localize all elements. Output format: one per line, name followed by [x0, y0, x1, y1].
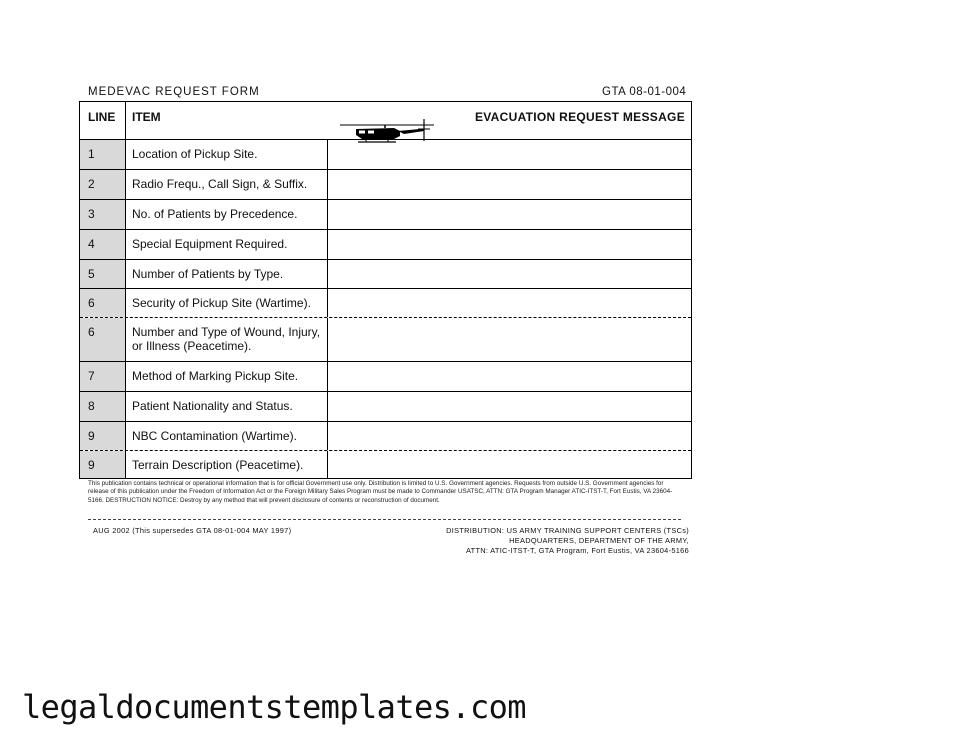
line-number: 7	[80, 362, 126, 391]
table-row	[80, 421, 691, 450]
table-row	[80, 169, 691, 199]
line-number: 1	[80, 140, 126, 169]
item-label: Location of Pickup Site.	[126, 140, 328, 169]
item-label: Number and Type of Wound, Injury, or Illness (Peacetime).	[126, 318, 328, 361]
table-row	[80, 391, 691, 421]
line-number: 4	[80, 230, 126, 259]
item-label: Radio Frequ., Call Sign, & Suffix.	[126, 170, 328, 199]
form-number: GTA 08-01-004	[602, 86, 687, 98]
message-field[interactable]	[328, 170, 691, 199]
item-label: Method of Marking Pickup Site.	[126, 362, 328, 391]
line-number: 9	[80, 422, 126, 450]
table-row	[80, 259, 691, 288]
line-number: 6	[80, 318, 126, 361]
cut-line-divider	[88, 519, 681, 520]
distribution-line: HEADQUARTERS, DEPARTMENT OF THE ARMY,	[509, 536, 689, 545]
message-field[interactable]	[328, 200, 691, 229]
line-number: 9	[80, 451, 126, 478]
medevac-table	[79, 101, 692, 479]
helicopter-icon	[338, 115, 438, 147]
table-row	[80, 229, 691, 259]
item-label: Terrain Description (Peacetime).	[126, 451, 328, 478]
form-title: MEDEVAC REQUEST FORM	[88, 86, 260, 98]
table-row	[80, 317, 691, 361]
distribution-line: ATTN: ATIC-ITST-T, GTA Program, Fort Eustis, VA 23604-5166	[465, 546, 689, 555]
item-label: Number of Patients by Type.	[126, 260, 328, 288]
message-field[interactable]	[328, 392, 691, 421]
message-field[interactable]	[328, 451, 691, 478]
item-label: NBC Contamination (Wartime).	[126, 422, 328, 450]
line-number: 8	[80, 392, 126, 421]
message-field[interactable]	[328, 260, 691, 288]
item-label: Patient Nationality and Status.	[126, 392, 328, 421]
publication-date: AUG 2002 (This supersedes GTA 08-01-004 MAY 1997)	[93, 526, 292, 535]
message-field[interactable]	[328, 362, 691, 391]
line-number: 3	[80, 200, 126, 229]
item-label: Special Equipment Required.	[126, 230, 328, 259]
table-row	[80, 450, 691, 478]
line-number: 6	[80, 289, 126, 317]
column-header-item: ITEM	[132, 110, 161, 124]
line-number: 2	[80, 170, 126, 199]
message-field[interactable]	[328, 289, 691, 317]
message-field[interactable]	[328, 230, 691, 259]
column-header-line: LINE	[80, 102, 126, 139]
column-header-message: EVACUATION REQUEST MESSAGE	[474, 110, 685, 124]
distribution-notice: This publication contains technical or operational information that is for official Government use only. Distribution is limited to U.S. Government agencies. Requests from outside U.S. Government agencies for release of this publication under the Freedom of Information Act or the Foreign Military Sales Program must be made to Commander USATSC, ATTN: GTA Program Manager ATIC-ITST-T, Fort Eustis, VA 23604-5166. DESTRUCTION NOTICE: Destroy by any method that will prevent disclosure of contents or reconstruction of document.	[88, 480, 673, 504]
item-label: Security of Pickup Site (Wartime).	[126, 289, 328, 317]
distribution-block	[400, 526, 689, 556]
message-field[interactable]	[328, 422, 691, 450]
line-number: 5	[80, 260, 126, 288]
site-watermark: legaldocumentstemplates.com	[22, 688, 526, 726]
distribution-line: DISTRIBUTION: US ARMY TRAINING SUPPORT CENTERS (TSCs)	[446, 526, 689, 535]
message-field[interactable]	[328, 318, 691, 361]
item-label: No. of Patients by Precedence.	[126, 200, 328, 229]
table-row	[80, 288, 691, 317]
table-row	[80, 199, 691, 229]
table-row	[80, 361, 691, 391]
